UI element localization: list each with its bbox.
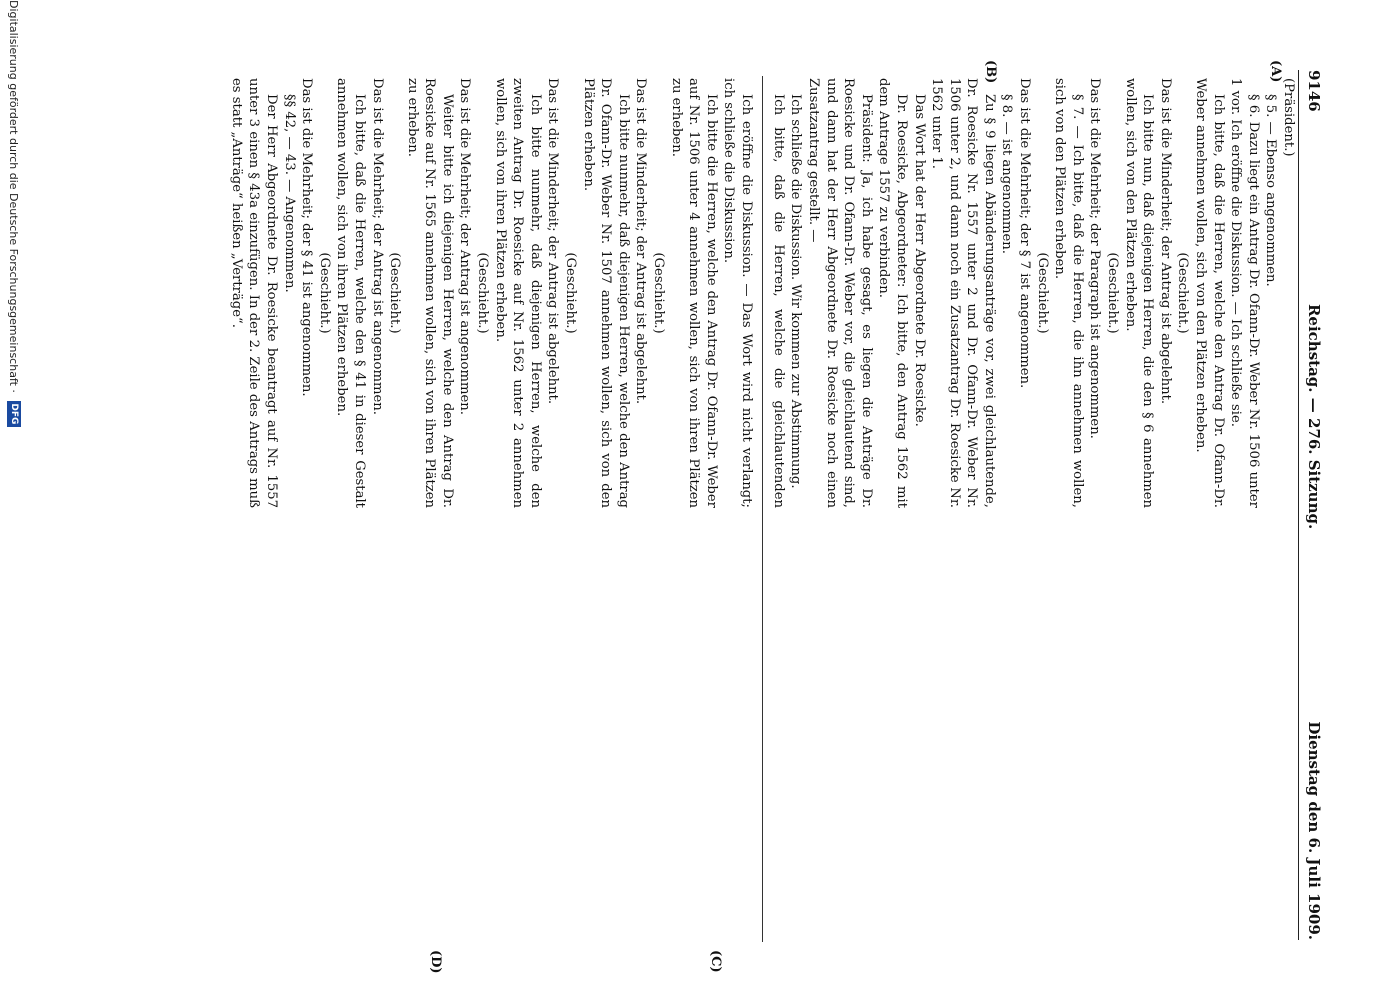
paragraph: (Geschieht.): [1175, 252, 1191, 334]
paragraph: Ich schließe die Diskussion. Wir kommen zur Abstimmung.: [788, 94, 804, 489]
paragraph: Dr. Roesicke, Abgeordneter: Ich bitte, den Antrag 1562 mit dem Antrage 1557 zu verbinden.: [876, 78, 909, 508]
dfg-logo: DFG: [7, 401, 21, 427]
paragraph: Ich bitte, daß die Herren, welche den Antrag Dr. Ofann-Dr. Weber annehmen wollen, sich von den Plätzen erheben.: [1193, 78, 1226, 508]
paragraph: (Geschieht.): [1105, 252, 1121, 334]
right-text-column: [225, 78, 755, 508]
paragraph: Ich bitte die Herren, welche den Antrag Dr. Ofann-Dr. Weber auf Nr. 1506 unter 4 annehmen wollen, sich von ihren Plätzen zu erheben.: [668, 78, 719, 508]
page-header: [1303, 70, 1325, 940]
paragraph: Ich bitte, daß die Herren, welche den § 41 in dieser Gestalt annehmen wollen, sich von ihren Plätzen erheben.: [334, 78, 367, 508]
left-text-column: [767, 78, 1297, 508]
paragraph: (Geschieht.): [1034, 252, 1050, 334]
paragraph: [225, 78, 227, 508]
paragraph: Das ist die Mehrheit; der § 41 ist angenommen.: [299, 78, 315, 397]
paragraph: §§ 42, — 43. — Angenommen.: [281, 94, 297, 293]
page-number: 9146: [1305, 70, 1323, 112]
paragraph: (Geschieht.): [475, 252, 491, 334]
paragraph: (Geschieht.): [316, 252, 332, 334]
paragraph: Das ist die Minderheit; der Antrag ist abgelehnt.: [1157, 78, 1173, 405]
margin-mark-c: (C): [708, 950, 723, 973]
paragraph: Der Herr Abgeordnete Dr. Roesicke beantragt auf Nr. 1557 unter 3 einen § 43a einzufügen. In der 2. Zeile des Antrags muß es statt „Anträge“ heißen „Verträge“.: [228, 78, 279, 508]
paragraph: Das ist die Mehrheit; der Antrag ist angenommen.: [369, 78, 385, 415]
paragraph: § 7. — Ich bitte, daß die Herren, die ihn annehmen wollen, sich von den Plätzen erheben.: [1052, 78, 1085, 508]
paragraph: (Geschieht.): [651, 252, 667, 334]
credit-text: Digitalisierung gefördert durch die Deutsche Forschungsgemeinschaft ·: [7, 0, 21, 393]
paragraph: Das ist die Mehrheit; der § 7 ist angenommen.: [1017, 78, 1033, 389]
paragraph: Ich eröffne die Diskussion. — Das Wort wird nicht verlangt; ich schließe die Diskussion.: [721, 78, 754, 508]
paragraph: § 6. Dazu liegt ein Antrag Dr. Ofann-Dr. Weber Nr. 1506 unter 1 vor. Ich eröffne die Diskussion. — Ich schließe sie.: [1228, 78, 1261, 508]
paragraph: Präsident: Ja, ich habe gesagt, es liegen die Anträge Dr. Roesicke und Dr. Ofann-Dr. Weber vor, die gleichlautend sind, und dann hat der Herr Abgeordnete Dr. Roesicke noch einen Zusatzantrag gestellt. —: [805, 78, 874, 508]
margin-mark-b: (B): [983, 60, 998, 84]
paragraph: Das ist die Mehrheit; der Paragraph ist angenommen.: [1087, 78, 1103, 439]
digitization-credit: [3, 0, 25, 1000]
paragraph: § 5. — Ebenso angenommen.: [1263, 94, 1279, 287]
paragraph: Das ist die Mehrheit; der Antrag ist angenommen.: [457, 78, 473, 415]
paragraph: (Geschieht.): [563, 252, 579, 334]
paragraph: (Präsident.): [1281, 78, 1296, 157]
paragraph: (Geschieht.): [387, 252, 403, 334]
margin-mark-a: (A): [1268, 60, 1283, 83]
paragraph: Ich bitte nunmehr, daß diejenigen Herren, welche den zweiten Antrag Dr. Roesicke auf Nr. 1562 unter 2 annehmen wollen, sich von ihren Plätzen erheben.: [492, 78, 543, 508]
paragraph: Ich bitte, daß die Herren, welche die gleichlautenden: [770, 94, 786, 508]
column-divider: [762, 76, 763, 942]
session-date: Dienstag den 6. Juli 1909.: [1305, 721, 1323, 940]
paragraph: Ich bitte nunmehr, daß diejenigen Herren, welche den Antrag Dr. Ofann-Dr. Weber Nr. 1507 annehmen wollen, sich von den Plätzen erheben.: [580, 78, 631, 508]
margin-mark-d: (D): [428, 950, 443, 974]
session-title: Reichstag. — 276. Sitzung.: [1305, 303, 1323, 530]
paragraph: Zu § 9 liegen Abänderungsanträge vor, zwei gleichlautende, Dr. Roesicke Nr. 1557 unter 2 und Dr. Ofann-Dr. Weber Nr. 1506 unter 2, und dann noch ein Zusatzantrag Dr. Roesicke Nr. 1562 unter 1.: [929, 78, 997, 508]
paragraph: Ich bitte nun, daß diejenigen Herren, die den § 6 annehmen wollen, sich von den Plätzen erheben.: [1122, 78, 1156, 508]
paragraph: Weiter bitte ich diejenigen Herren, welche den Antrag Dr. Roesicke auf Nr. 1565 annehmen wollen, sich von ihren Plätzen zu erheben.: [404, 78, 455, 508]
paragraph: Das ist die Minderheit; der Antrag ist abgelehnt.: [633, 78, 649, 405]
paragraph: Das Wort hat der Herr Abgeordnete Dr. Roesicke.: [911, 94, 927, 427]
paragraph: Das ist die Minderheit; der Antrag ist abgelehnt.: [545, 78, 561, 405]
header-rule: [1298, 70, 1299, 940]
paragraph: § 8. — ist angenommen.: [999, 94, 1015, 254]
